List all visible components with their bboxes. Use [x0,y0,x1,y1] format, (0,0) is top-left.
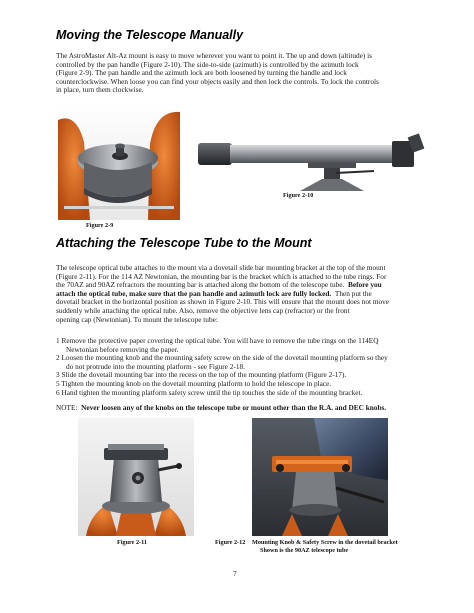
paragraph-line: (Figure 2-11). For the 114 AZ Newtonian, the mounting bar is the bracket which is attached to the tube rings. For [56,271,387,281]
paragraph-line: (Figure 2-9). The pan handle and the azimuth lock are both loosened by turning the handle and lock [56,68,347,78]
figure-2-9-photo [58,102,180,220]
paragraph-line: suddenly while attaching the optical tube. Also, remove the objective lens cap (refractor) or the front [56,305,350,315]
step-line: do not protrude into the mounting platform - see Figure 2-18. [66,361,245,371]
figure-2-11-photo [78,418,194,536]
note [56,404,386,413]
paragraph-text: Then put the [334,288,372,298]
section-title-moving: Moving the Telescope Manually [56,28,244,42]
paragraph-line: opening cap (Newtonian). To mount the telescope tube: [56,314,218,324]
step-line: 6 Hand tighten the mounting platform safety screw until the tip touches the side of the mounting bracket. [56,387,363,397]
figure-2-10-photo [196,127,432,191]
attaching-paragraph [56,264,436,324]
figure-2-9-caption: Figure 2-9 [86,222,114,229]
step-line: Newtonian before removing the paper. [66,344,179,354]
section-title-attaching: Attaching the Telescope Tube to the Mount [56,236,312,250]
page-number: 7 [233,569,237,578]
note-label: NOTE: [56,403,78,412]
note-text: Never loosen any of the knobs on the telescope tube or mount other than the R.A. and DEC knobs. [81,403,387,412]
figure-2-12-description-2: Shown is the 90AZ telescope tube [260,547,349,554]
figure-2-12-description-1: Mounting Knob & Safety Screw in the dovetail bracket [252,539,398,546]
paragraph-line: The telescope optical tube attaches to the mount via a dovetail slide bar mounting bracket at the top of the mount [56,263,386,272]
mounting-steps [56,337,436,397]
bold-warning-part1: Before you [348,280,382,290]
figure-2-12-caption: Figure 2-12 [215,539,246,546]
bold-warning-part2: attach the optical tube, make sure that the pan handle and azimuth lock are fully locked. [56,288,332,298]
paragraph-line: counterclockwise. When loose you can find your objects easily and then lock the controls. To lock the controls [56,76,379,86]
moving-paragraph [56,52,436,95]
step-line: 2 Loosen the mounting knob and the mounting safety screw on the side of the dovetail mounting platform so they [56,353,388,363]
step-line: 5 Tighten the mounting knob on the dovetail mounting platform to hold the telescope in place. [56,378,332,388]
step-line: 1 Remove the protective paper covering the optical tube. You will have to remove the tube rings on the 114EQ [56,336,379,345]
figure-2-11-caption: Figure 2-11 [117,539,147,546]
step-line: 3 Slide the dovetail mounting bar into the recess on the top of the mounting platform (Figure 2-17). [56,370,347,380]
figure-2-12-photo [252,418,388,536]
figure-2-10-caption: Figure 2-10 [283,192,314,199]
paragraph-line: The AstroMaster Alt-Az mount is easy to move wherever you want to point it. The up and down (altitude) is [56,51,373,60]
paragraph-line: in place, turn them clockwise. [56,85,144,95]
paragraph-text: the 70AZ and 90AZ refractors the mounting bar is attached along the bottom of the telescope tube. [56,280,345,290]
paragraph-line: dovetail bracket in the horizontal position as shown in Figure 2-10. This will ensure that the mount does not move [56,297,390,307]
paragraph-line: controlled by the pan handle (Figure 2-10). The side-to-side (azimuth) is controlled by the azimuth lock [56,59,359,69]
